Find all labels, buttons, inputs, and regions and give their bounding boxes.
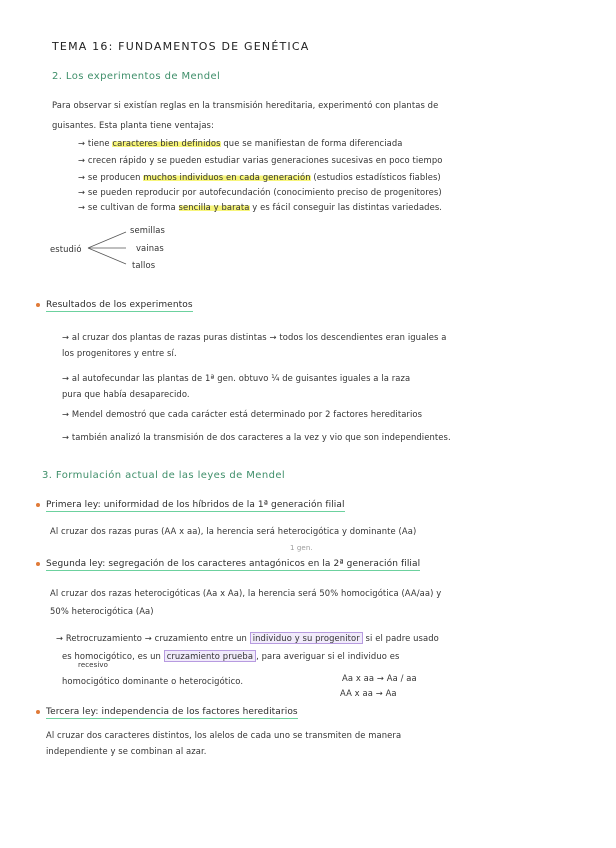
advantage-text: que se manifiestan de forma diferenciada bbox=[220, 138, 403, 148]
advantage-text: → crecen rápido y se pueden estudiar varias generaciones sucesivas en poco tiempo bbox=[78, 155, 443, 165]
advantage-text: → tiene bbox=[78, 138, 113, 148]
retro-text: , para averiguar si el individuo es bbox=[256, 651, 400, 661]
results-heading bbox=[36, 300, 193, 310]
law3-title bbox=[36, 707, 298, 717]
result-1-line-2: los progenitores y entre sí. bbox=[62, 348, 177, 358]
advantage-text: → se producen bbox=[78, 172, 144, 182]
retro-boxed-term: individuo y su progenitor bbox=[250, 632, 363, 644]
law2-title bbox=[36, 559, 420, 569]
studied-label: estudió bbox=[50, 244, 82, 254]
advantage-text: y es fácil conseguir las distintas variedades. bbox=[249, 202, 443, 212]
result-4: → también analizó la transmisión de dos caracteres a la vez y vio que son independientes. bbox=[62, 432, 451, 442]
results-heading-text: Resultados de los experimentos bbox=[46, 300, 193, 310]
cross-example-1: Aa x aa → Aa / aa bbox=[342, 673, 417, 683]
result-3: → Mendel demostró que cada carácter está determinado por 2 factores hereditarios bbox=[62, 409, 423, 419]
retro-text: → Retrocruzamiento → cruzamiento entre un bbox=[56, 633, 250, 643]
advantage-item-2 bbox=[78, 155, 442, 165]
studied-item-pods: vainas bbox=[136, 243, 164, 253]
law2-title-text: Segunda ley: segregación de los caracteres antagónicos en la 2ª generación filial bbox=[46, 559, 421, 569]
studied-item-seeds: semillas bbox=[130, 225, 165, 235]
advantage-highlight: caracteres bien definidos bbox=[112, 138, 221, 148]
retro-line-3: homocigótico dominante o heterocigótico. bbox=[62, 676, 244, 686]
page-title: TEMA 16: FUNDAMENTOS DE GENÉTICA bbox=[52, 40, 310, 53]
result-1-line-1: → al cruzar dos plantas de razas puras distintas → todos los descendientes eran iguales a bbox=[62, 332, 447, 342]
advantage-text: → se pueden reproducir por autofecundación (conocimiento preciso de progenitores) bbox=[78, 187, 442, 197]
law3-text-1: Al cruzar dos caracteres distintos, los alelos de cada uno se transmiten de manera bbox=[46, 730, 402, 740]
advantage-item-1 bbox=[78, 138, 403, 148]
advantage-text: → se cultivan de forma bbox=[78, 202, 179, 212]
law3-text-2: independiente y se combinan al azar. bbox=[46, 746, 207, 756]
law1-text: Al cruzar dos razas puras (AA x aa), la herencia será heterocigótica y dominante (Aa) bbox=[50, 526, 417, 536]
result-2-line-1: → al autofecundar las plantas de 1ª gen. obtuvo ¼ de guisantes iguales a la raza bbox=[62, 373, 411, 383]
retro-recessive-note: recesivo bbox=[78, 661, 109, 669]
bullet-icon bbox=[36, 562, 40, 566]
retro-text: si el padre usado bbox=[362, 633, 439, 643]
advantage-item-4 bbox=[78, 187, 442, 197]
law1-title bbox=[36, 500, 345, 510]
retro-line-2 bbox=[62, 651, 399, 661]
advantage-highlight: muchos individuos en cada generación bbox=[143, 172, 311, 182]
advantage-text: (estudios estadísticos fiables) bbox=[310, 172, 441, 182]
law1-title-text: Primera ley: uniformidad de los híbridos de la 1ª generación filial bbox=[46, 500, 345, 510]
bullet-icon bbox=[36, 303, 40, 307]
advantage-highlight: sencilla y barata bbox=[178, 202, 250, 212]
bracket-lines bbox=[86, 226, 136, 270]
advantage-item-3 bbox=[78, 172, 441, 182]
law1-annotation: 1 gen. bbox=[290, 544, 313, 552]
cross-example-2: AA x aa → Aa bbox=[340, 688, 397, 698]
result-2-line-2: pura que había desaparecido. bbox=[62, 389, 190, 399]
advantage-item-5 bbox=[78, 202, 442, 212]
bullet-icon bbox=[36, 710, 40, 714]
intro-line-1: Para observar si existían reglas en la transmisión hereditaria, experimentó con plantas de bbox=[52, 100, 439, 110]
bullet-icon bbox=[36, 503, 40, 507]
law3-title-text: Tercera ley: independencia de los factores hereditarios bbox=[46, 707, 298, 717]
studied-item-stems: tallos bbox=[132, 260, 156, 270]
section3-heading: 3. Formulación actual de las leyes de Mendel bbox=[42, 470, 286, 481]
retro-line-1 bbox=[56, 633, 439, 643]
law2-text-1: Al cruzar dos razas heterocigóticas (Aa x Aa), la herencia será 50% homocigótica (AA/aa) y bbox=[50, 588, 442, 598]
intro-line-2: guisantes. Esta planta tiene ventajas: bbox=[52, 120, 214, 130]
law2-text-2: 50% heterocigótica (Aa) bbox=[50, 606, 154, 616]
section2-heading: 2. Los experimentos de Mendel bbox=[52, 71, 221, 82]
retro-text: es homocigótico, es un bbox=[62, 651, 164, 661]
retro-boxed-term: cruzamiento prueba bbox=[164, 650, 256, 662]
